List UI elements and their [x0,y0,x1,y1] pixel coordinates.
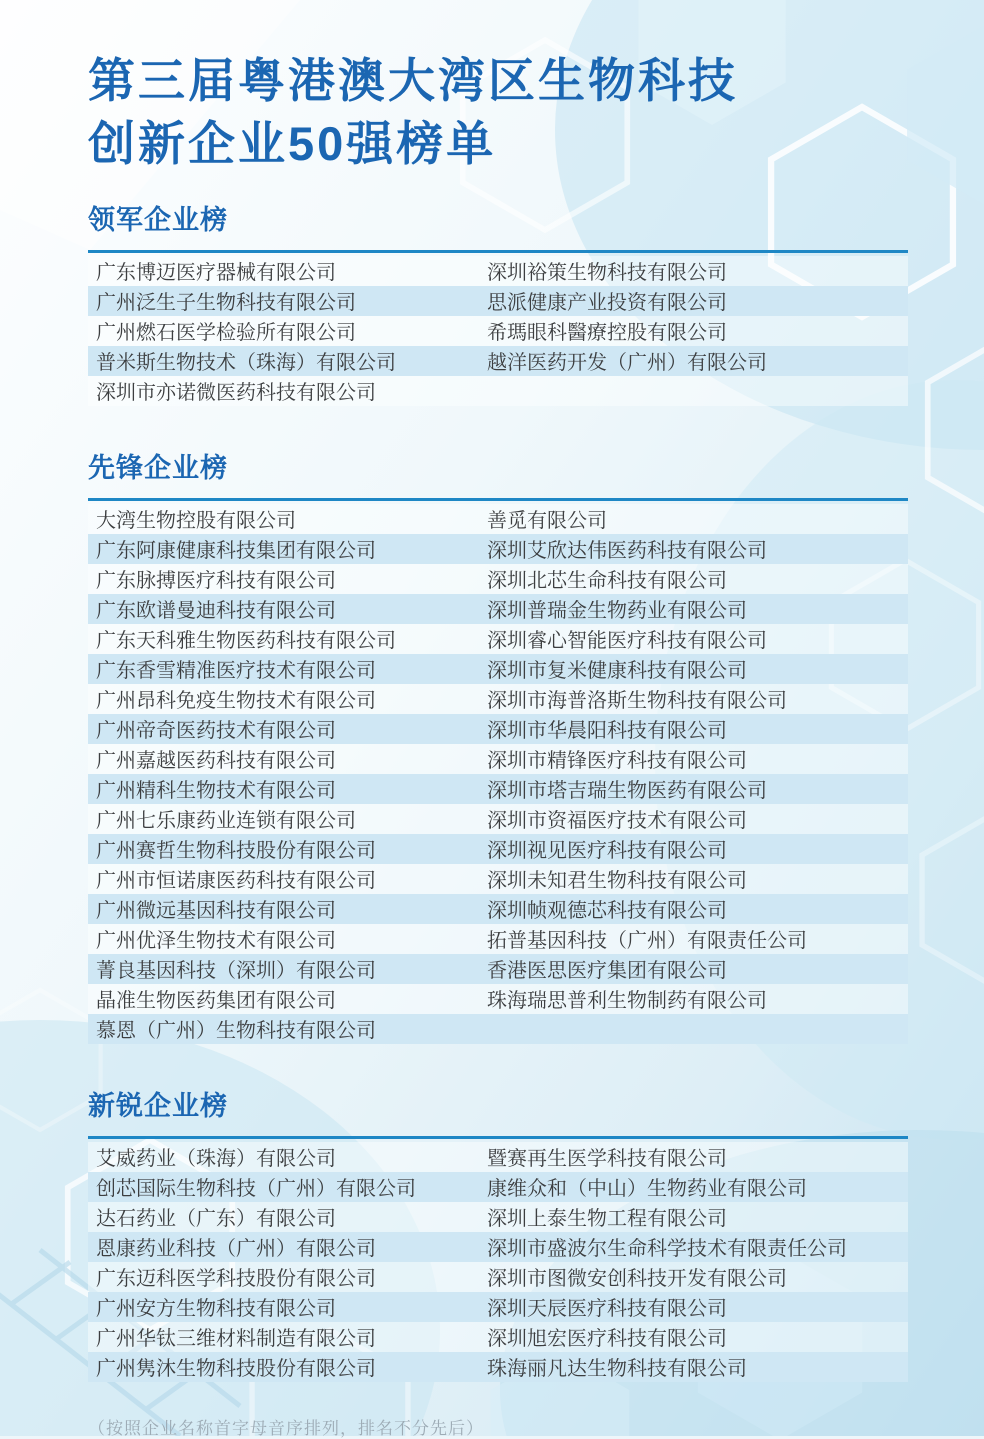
company-name: 广州泛生子生物科技有限公司 [96,292,356,315]
table-row [88,864,908,894]
company-name: 希瑪眼科醫療控股有限公司 [487,322,727,345]
company-name: 深圳市亦诺微医药科技有限公司 [96,382,376,405]
company-name: 广州优泽生物技术有限公司 [96,930,336,953]
company-name: 香港医思医疗集团有限公司 [487,960,727,983]
table-row [88,1014,908,1044]
company-name: 珠海丽凡达生物科技有限公司 [487,1358,747,1381]
section-heading: 领军企业榜 [88,204,228,235]
table-row [88,834,908,864]
company-name: 达石药业（广东）有限公司 [96,1208,336,1231]
table-row [88,286,908,316]
company-name: 广州微远基因科技有限公司 [96,900,336,923]
sections [88,198,908,1382]
company-name: 广东阿康健康科技集团有限公司 [96,540,376,563]
company-name: 深圳市华晨阳科技有限公司 [487,720,727,743]
table-row [88,1172,908,1202]
company-name: 广州嘉越医药科技有限公司 [96,750,336,773]
company-name: 创芯国际生物科技（广州）有限公司 [96,1178,416,1201]
company-name: 深圳普瑞金生物药业有限公司 [487,600,747,623]
company-table [88,256,908,406]
company-name: 深圳旭宏医疗科技有限公司 [487,1328,727,1351]
company-name: 普米斯生物技术（珠海）有限公司 [96,352,396,375]
company-name: 恩康药业科技（广州）有限公司 [96,1238,376,1261]
company-name: 越洋医药开发（广州）有限公司 [487,352,767,375]
table-row [88,684,908,714]
company-name: 善觅有限公司 [487,510,607,533]
table-row [88,924,908,954]
company-name: 广东博迈医疗器械有限公司 [96,262,336,285]
table-row [88,504,908,534]
company-name: 深圳裕策生物科技有限公司 [487,262,727,285]
company-name: 慕恩（广州）生物科技有限公司 [96,1020,376,1043]
company-table [88,1142,908,1382]
company-name: 大湾生物控股有限公司 [96,510,296,533]
table-row [88,376,908,406]
table-row [88,1202,908,1232]
company-name: 广州安方生物科技有限公司 [96,1298,336,1321]
table-row [88,346,908,376]
company-name: 广州市恒诺康医药科技有限公司 [96,870,376,893]
company-name: 广州华钛三维材料制造有限公司 [96,1328,376,1351]
list-section [88,446,908,1044]
company-table [88,504,908,1044]
page-title-line2: 创新企业50强榜单 [88,116,497,170]
company-name: 艾威药业（珠海）有限公司 [96,1148,336,1171]
table-row [88,984,908,1014]
company-name: 深圳市海普洛斯生物科技有限公司 [487,690,787,713]
company-name: 珠海瑞思普利生物制药有限公司 [487,990,767,1013]
company-name: 广州帝奇医药技术有限公司 [96,720,336,743]
company-name: 菁良基因科技（深圳）有限公司 [96,960,376,983]
company-name: 广东脉搏医疗科技有限公司 [96,570,336,593]
company-name: 广州精科生物技术有限公司 [96,780,336,803]
company-name: 深圳睿心智能医疗科技有限公司 [487,630,767,653]
footnote: （按照企业名称首字母音序排列，排名不分先后） [88,1418,484,1438]
company-name: 暨赛再生医学科技有限公司 [487,1148,727,1171]
company-name: 深圳天辰医疗科技有限公司 [487,1298,727,1321]
company-name: 广州燃石医学检验所有限公司 [96,322,356,345]
table-row [88,1292,908,1322]
table-row [88,714,908,744]
company-name: 深圳市图微安创科技开发有限公司 [487,1268,787,1291]
table-row [88,564,908,594]
company-name: 深圳市盛波尔生命科学技术有限责任公司 [487,1238,847,1261]
company-name: 康维众和（中山）生物药业有限公司 [487,1178,807,1201]
table-row [88,774,908,804]
company-name: 深圳市精锋医疗科技有限公司 [487,750,747,773]
company-name: 深圳艾欣达伟医药科技有限公司 [487,540,767,563]
poster-content [88,0,908,1439]
table-row [88,1142,908,1172]
company-name: 思派健康产业投资有限公司 [487,292,727,315]
company-name: 深圳北芯生命科技有限公司 [487,570,727,593]
list-section [88,1084,908,1382]
company-name: 广州赛哲生物科技股份有限公司 [96,840,376,863]
table-row [88,744,908,774]
table-row [88,316,908,346]
section-divider [88,250,908,253]
company-name: 深圳市复米健康科技有限公司 [487,660,747,683]
section-heading: 新锐企业榜 [88,1090,228,1121]
table-row [88,804,908,834]
company-name: 深圳未知君生物科技有限公司 [487,870,747,893]
table-row [88,624,908,654]
table-row [88,534,908,564]
company-name: 广州隽沐生物科技股份有限公司 [96,1358,376,1381]
company-name: 广东香雪精准医疗技术有限公司 [96,660,376,683]
table-row [88,1352,908,1382]
list-section [88,198,908,406]
company-name: 广东天科雅生物医药科技有限公司 [96,630,396,653]
table-row [88,894,908,924]
company-name: 深圳视见医疗科技有限公司 [487,840,727,863]
section-heading: 先锋企业榜 [88,452,228,483]
table-row [88,654,908,684]
company-name: 广州昂科免疫生物技术有限公司 [96,690,376,713]
company-name: 广东迈科医学科技股份有限公司 [96,1268,376,1291]
table-row [88,1322,908,1352]
company-name: 广东欧谱曼迪科技有限公司 [96,600,336,623]
table-row [88,954,908,984]
table-row [88,1262,908,1292]
page-title [88,50,908,176]
company-name: 深圳上泰生物工程有限公司 [487,1208,727,1231]
section-divider [88,498,908,501]
company-name: 晶准生物医药集团有限公司 [96,990,336,1013]
company-name: 拓普基因科技（广州）有限责任公司 [487,930,807,953]
table-row [88,256,908,286]
section-divider [88,1136,908,1139]
table-row [88,594,908,624]
company-name: 深圳帧观德芯科技有限公司 [487,900,727,923]
company-name: 广州七乐康药业连锁有限公司 [96,810,356,833]
page-title-line1: 第三届粤港澳大湾区生物科技 [88,54,738,107]
company-name: 深圳市资福医疗技术有限公司 [487,810,747,833]
table-row [88,1232,908,1262]
company-name: 深圳市塔吉瑞生物医药有限公司 [487,780,767,803]
